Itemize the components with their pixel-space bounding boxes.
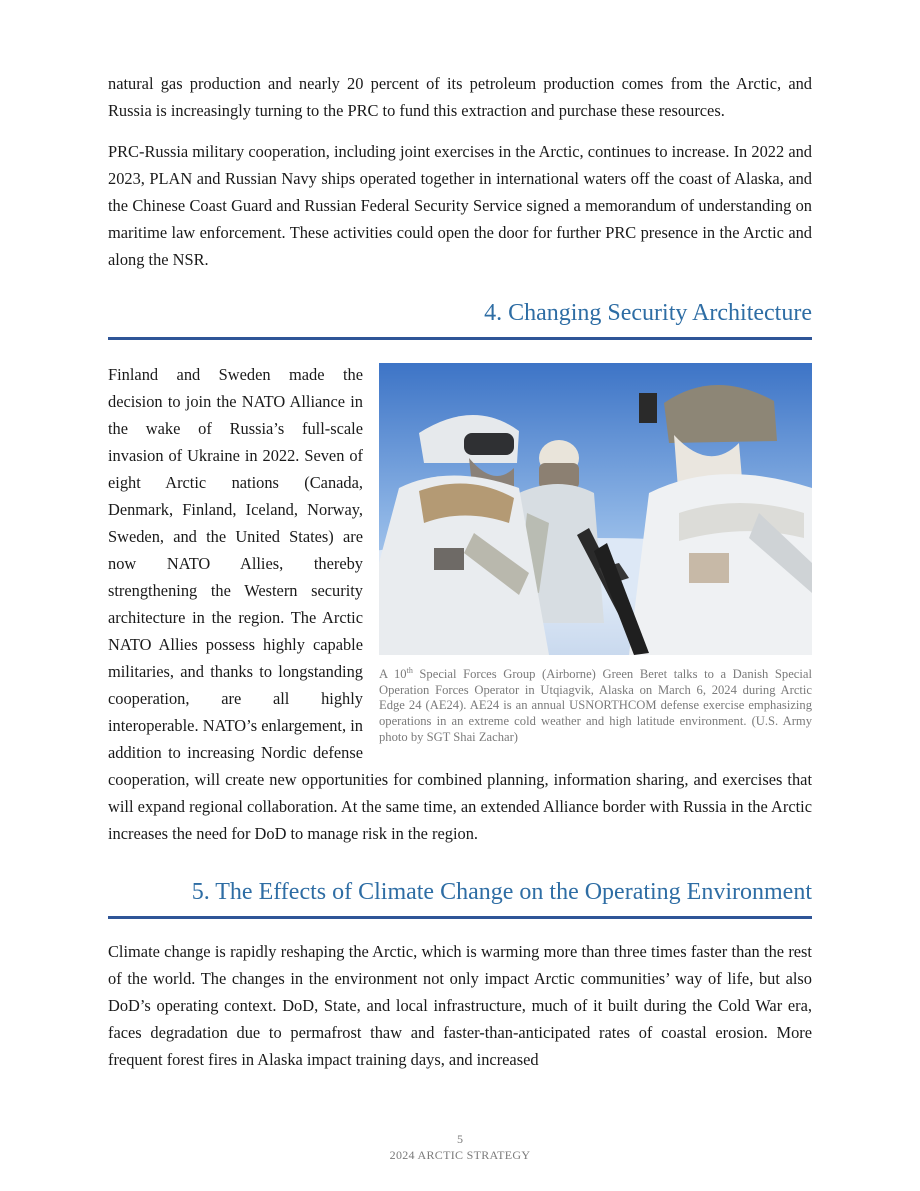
footer-document-title: 2024 ARCTIC STRATEGY [389, 1148, 531, 1162]
section-4-content [108, 361, 812, 847]
section-4-header [108, 298, 812, 340]
intro-paragraph-2: PRC-Russia military cooperation, including joint exercises in the Arctic, continues to increase. In 2022 and 2023, PLAN and Russian Navy ships operated together in international waters off the coast of Alaska, and the Chinese Coast Guard and Russian Federal Security Service signed a memorandum of understanding on maritime law enforcement. These activities could open the door for further PRC presence in the Arctic and along the NSR. [108, 142, 812, 269]
intro-paragraph-1: natural gas production and nearly 20 percent of its petroleum production comes from the Arctic, and Russia is increasingly turning to the PRC to fund this extraction and purchase these resources. [108, 74, 812, 120]
photo-figure [379, 363, 812, 745]
section-5-header [108, 877, 812, 919]
page-number: 5 [457, 1132, 463, 1146]
section-5-content [108, 938, 812, 1073]
caption-text-rest: Special Forces Group (Airborne) Green Beret talks to a Danish Special Operation Forces Operator in Utqiagvik, Alaska on March 6, 2024 during Arctic Edge 24 (AE24). AE24 is an annual USNORTHCOM defense exercise emphasizing operations in an extreme cold weather and high latitude environment. (U.S. Army photo by SGT Shai Zachar) [379, 667, 812, 744]
caption-text-start: A 10 [379, 667, 407, 682]
page-body [108, 70, 812, 1073]
caption-superscript: th [406, 666, 413, 675]
arctic-soldiers-photo [379, 363, 812, 655]
section-5-rule [108, 916, 812, 919]
section-5-paragraph: Climate change is rapidly reshaping the Arctic, which is warming more than three times faster than the rest of the world. The changes in the environment not only impact Arctic communities’ way of life, but also DoD’s operating context. DoD, State, and local infrastructure, much of it built during the Cold War era, faces degradation due to permafrost thaw and faster-than-anticipated rates of coastal erosion. More frequent forest fires in Alaska impact training days, and increased [108, 942, 812, 1069]
section-4-heading: 4. Changing Security Architecture [484, 300, 812, 326]
section-5-heading: 5. The Effects of Climate Change on the Operating Environment [191, 879, 812, 905]
section-4-paragraph: Finland and Sweden made the decision to join the NATO Alliance in the wake of Russia’s full-scale invasion of Ukraine in 2022. Seven of eight Arctic nations (Canada, Denmark, Finland, Iceland, Norway, Sweden, and the United States) are now NATO Allies, thereby strengthening the Western security architecture in the region. The Arctic NATO Allies possess highly capable militaries, and thanks to longstanding cooperation, are all highly interoperable. NATO’s enlargement, in addition to increasing Nordic defense cooperation, will create new opportunities for combined planning, information sharing, and exercises that will expand regional collaboration. At the same time, an extended Alliance border with Russia in the Arctic increases the need for DoD to manage risk in the region. [108, 365, 812, 843]
photo-caption [379, 663, 812, 745]
section-4-rule [108, 337, 812, 340]
